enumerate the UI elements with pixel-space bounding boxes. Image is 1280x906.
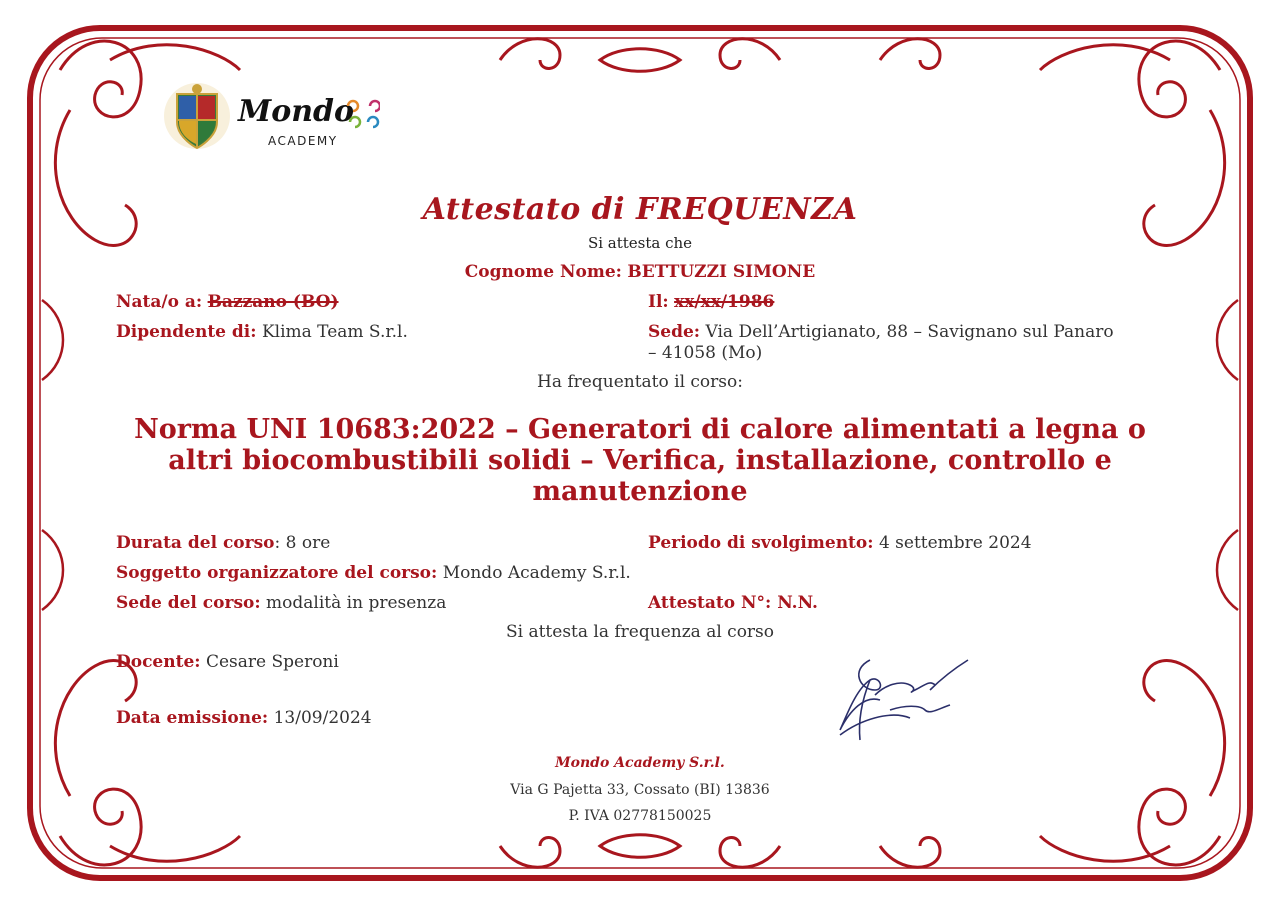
name-value: BETTUZZI SIMONE	[627, 262, 816, 282]
certificate-number-label: Attestato N°: N.N.	[648, 593, 818, 613]
swirl-logo-icon	[340, 96, 380, 130]
organizer-row	[116, 563, 631, 583]
top-ornaments	[500, 39, 940, 72]
course-title-line1: Norma UNI 10683:2022 – Generatori di calore alimentati a legna o	[134, 414, 1146, 445]
organizer-label: Soggetto organizzatore del corso:	[116, 563, 438, 583]
birthplace-label: Nata/o a:	[116, 292, 203, 312]
course-title	[130, 414, 1150, 507]
duration-label: Durata del corso	[116, 533, 275, 553]
crest-logo-icon	[162, 74, 232, 156]
office-value-line2: – 41058 (Mo)	[648, 343, 763, 363]
birthplace-row	[116, 292, 339, 312]
attendance-statement: Si attesta la frequenza al corso	[505, 622, 775, 642]
certificate-number-row	[648, 593, 818, 613]
employer-label: Dipendente di:	[116, 322, 257, 342]
logo-brand: Mondo	[238, 94, 355, 129]
footer-vat: P. IVA 02778150025	[568, 808, 712, 824]
birthdate-row	[648, 292, 774, 312]
birthdate-label: Il:	[648, 292, 669, 312]
course-location-value: modalità in presenza	[266, 593, 447, 613]
period-row	[648, 533, 1032, 553]
office-value-line1: Via Dell’Artigianato, 88 – Savignano sul Panaro	[705, 322, 1114, 342]
attended-text: Ha frequentato il corso:	[537, 372, 743, 392]
organizer-value: Mondo Academy S.r.l.	[442, 563, 631, 583]
teacher-value: Cesare Speroni	[205, 652, 339, 672]
bottom-ornaments	[500, 835, 940, 868]
logo-subtitle: ACADEMY	[268, 134, 338, 148]
name-label: Cognome Nome:	[464, 262, 622, 282]
course-location-label: Sede del corso:	[116, 593, 261, 613]
intro-text: Si attesta che	[587, 234, 693, 252]
certificate-title: Attestato di FREQUENZA	[422, 192, 858, 227]
employer-value: Klima Team S.r.l.	[261, 322, 408, 342]
course-title-line2: altri biocombustibili solidi – Verifica, installazione, controllo e	[168, 445, 1112, 476]
footer-company: Mondo Academy S.r.l.	[555, 755, 725, 771]
office-label: Sede:	[648, 322, 701, 342]
footer-address: Via G Pajetta 33, Cossato (BI) 13836	[510, 782, 770, 798]
office-row	[648, 322, 1114, 342]
duration-row	[116, 533, 330, 553]
issue-date-value: 13/09/2024	[273, 708, 372, 728]
name-row	[0, 262, 1280, 282]
duration-value: : 8 ore	[274, 533, 331, 553]
signature-image	[830, 650, 980, 750]
period-value: 4 settembre 2024	[878, 533, 1032, 553]
birthdate-value: xx/xx/1986	[674, 292, 775, 312]
birthplace-value: Bazzano (BO)	[207, 292, 339, 312]
period-label: Periodo di svolgimento:	[648, 533, 874, 553]
teacher-label: Docente:	[116, 652, 201, 672]
issue-date-label: Data emissione:	[116, 708, 269, 728]
teacher-row	[116, 652, 339, 672]
course-title-line3: manutenzione	[532, 476, 748, 507]
employer-row	[116, 322, 408, 342]
issue-date-row	[116, 708, 372, 728]
course-location-row	[116, 593, 446, 613]
